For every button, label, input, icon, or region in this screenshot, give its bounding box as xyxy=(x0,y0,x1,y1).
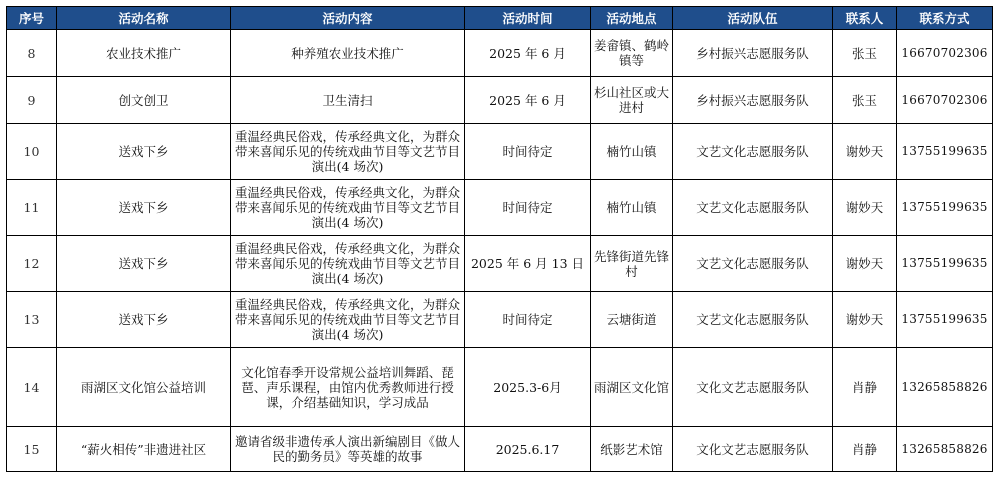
table-row xyxy=(7,124,993,180)
cell-content: 文化馆春季开设常规公益培训舞蹈、琵琶、声乐课程，由馆内优秀教师进行授课，介绍基础知识，学习成品 xyxy=(231,348,465,427)
table-header-row xyxy=(7,7,993,30)
cell-content: 重温经典民俗戏，传承经典文化，为群众带来喜闻乐见的传统戏曲节目等文艺节目演出(4 场次) xyxy=(231,124,465,180)
cell-time: 时间待定 xyxy=(465,292,591,348)
activity-schedule-table xyxy=(6,6,993,472)
cell-contact: 张玉 xyxy=(833,77,897,124)
cell-content: 种养殖农业技术推广 xyxy=(231,30,465,77)
cell-contact: 谢妙天 xyxy=(833,180,897,236)
cell-team: 文艺文化志愿服务队 xyxy=(673,124,833,180)
cell-time: 2025.3-6月 xyxy=(465,348,591,427)
cell-place: 姜畲镇、鹤岭镇等 xyxy=(591,30,673,77)
cell-content: 重温经典民俗戏，传承经典文化，为群众带来喜闻乐见的传统戏曲节目等文艺节目演出(4 场次) xyxy=(231,180,465,236)
cell-no: 15 xyxy=(7,427,57,472)
header-place: 活动地点 xyxy=(591,7,673,30)
cell-content: 邀请省级非遗传承人演出新编剧目《做人民的勤务员》等英雄的故事 xyxy=(231,427,465,472)
cell-place: 云塘街道 xyxy=(591,292,673,348)
cell-place: 楠竹山镇 xyxy=(591,124,673,180)
table-row xyxy=(7,180,993,236)
cell-phone: 13755199635 xyxy=(897,292,993,348)
cell-name: 送戏下乡 xyxy=(57,124,231,180)
table-row xyxy=(7,30,993,77)
cell-team: 乡村振兴志愿服务队 xyxy=(673,30,833,77)
cell-phone: 13265858826 xyxy=(897,427,993,472)
cell-no: 13 xyxy=(7,292,57,348)
cell-no: 8 xyxy=(7,30,57,77)
cell-team: 文艺文化志愿服务队 xyxy=(673,180,833,236)
table-row xyxy=(7,427,993,472)
cell-contact: 谢妙天 xyxy=(833,236,897,292)
header-name: 活动名称 xyxy=(57,7,231,30)
cell-contact: 肖静 xyxy=(833,427,897,472)
cell-place: 先锋街道先锋村 xyxy=(591,236,673,292)
cell-name: 送戏下乡 xyxy=(57,180,231,236)
cell-content: 卫生清扫 xyxy=(231,77,465,124)
cell-contact: 谢妙天 xyxy=(833,124,897,180)
cell-team: 文化文艺志愿服务队 xyxy=(673,427,833,472)
cell-no: 14 xyxy=(7,348,57,427)
header-time: 活动时间 xyxy=(465,7,591,30)
cell-no: 10 xyxy=(7,124,57,180)
cell-time: 时间待定 xyxy=(465,180,591,236)
table-row xyxy=(7,236,993,292)
cell-place: 杉山社区或大进村 xyxy=(591,77,673,124)
cell-no: 9 xyxy=(7,77,57,124)
cell-time: 2025.6.17 xyxy=(465,427,591,472)
cell-place: 楠竹山镇 xyxy=(591,180,673,236)
header-no: 序号 xyxy=(7,7,57,30)
cell-phone: 13755199635 xyxy=(897,124,993,180)
cell-no: 12 xyxy=(7,236,57,292)
cell-place: 纸影艺术馆 xyxy=(591,427,673,472)
table-row xyxy=(7,292,993,348)
cell-name: 送戏下乡 xyxy=(57,236,231,292)
cell-content: 重温经典民俗戏，传承经典文化，为群众带来喜闻乐见的传统戏曲节目等文艺节目演出(4 场次) xyxy=(231,236,465,292)
cell-place: 雨湖区文化馆 xyxy=(591,348,673,427)
cell-name: 雨湖区文化馆公益培训 xyxy=(57,348,231,427)
cell-phone: 16670702306 xyxy=(897,30,993,77)
header-team: 活动队伍 xyxy=(673,7,833,30)
cell-name: “薪火相传”非遗进社区 xyxy=(57,427,231,472)
cell-contact: 谢妙天 xyxy=(833,292,897,348)
cell-time: 2025 年 6 月 13 日 xyxy=(465,236,591,292)
cell-time: 2025 年 6 月 xyxy=(465,77,591,124)
cell-team: 乡村振兴志愿服务队 xyxy=(673,77,833,124)
cell-team: 文艺文化志愿服务队 xyxy=(673,292,833,348)
cell-time: 时间待定 xyxy=(465,124,591,180)
cell-content: 重温经典民俗戏，传承经典文化，为群众带来喜闻乐见的传统戏曲节目等文艺节目演出(4 场次) xyxy=(231,292,465,348)
header-content: 活动内容 xyxy=(231,7,465,30)
cell-name: 创文创卫 xyxy=(57,77,231,124)
cell-phone: 13755199635 xyxy=(897,236,993,292)
header-contact: 联系人 xyxy=(833,7,897,30)
table-row xyxy=(7,348,993,427)
cell-name: 送戏下乡 xyxy=(57,292,231,348)
cell-contact: 肖静 xyxy=(833,348,897,427)
cell-phone: 13265858826 xyxy=(897,348,993,427)
header-phone: 联系方式 xyxy=(897,7,993,30)
cell-team: 文艺文化志愿服务队 xyxy=(673,236,833,292)
cell-name: 农业技术推广 xyxy=(57,30,231,77)
cell-team: 文化文艺志愿服务队 xyxy=(673,348,833,427)
table-row xyxy=(7,77,993,124)
cell-phone: 16670702306 xyxy=(897,77,993,124)
cell-contact: 张玉 xyxy=(833,30,897,77)
cell-phone: 13755199635 xyxy=(897,180,993,236)
cell-time: 2025 年 6 月 xyxy=(465,30,591,77)
cell-no: 11 xyxy=(7,180,57,236)
